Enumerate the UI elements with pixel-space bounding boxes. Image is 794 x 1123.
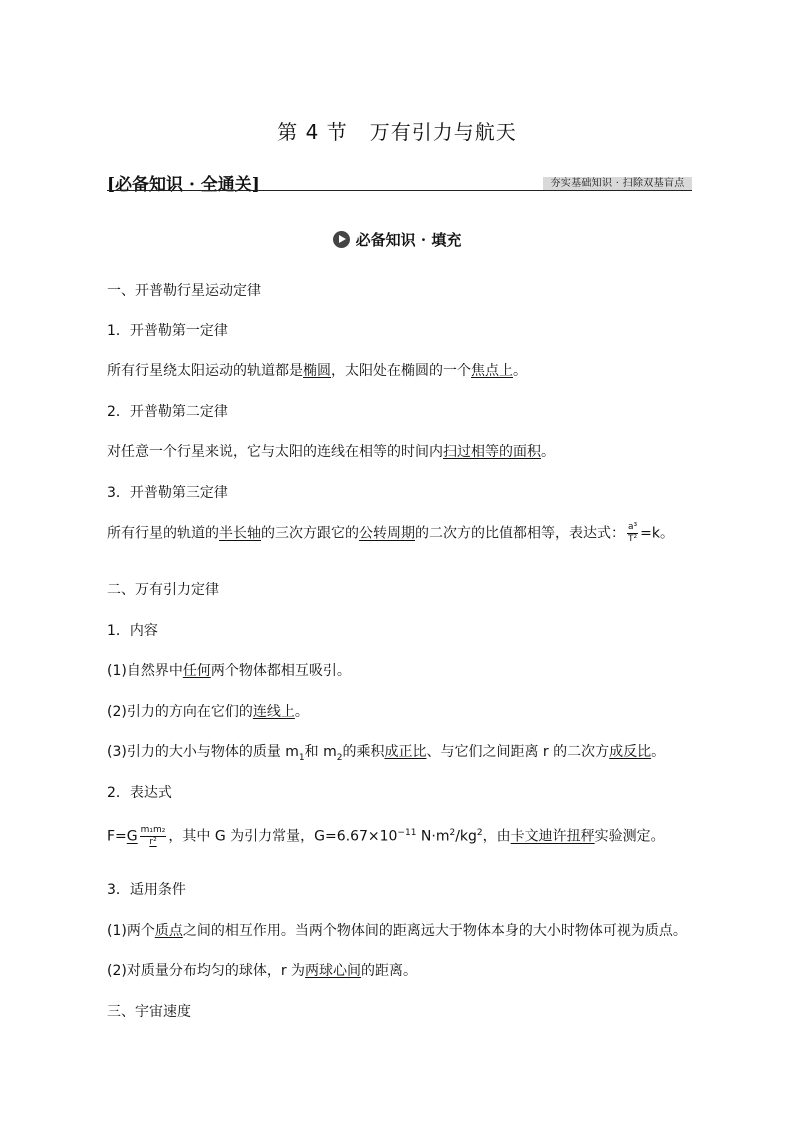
- fraction-denominator: T²: [628, 534, 638, 544]
- answer-blank: G: [126, 828, 138, 845]
- text: 。: [541, 444, 555, 460]
- text: (1)自然界中: [107, 663, 183, 679]
- answer-blank: 扫过相等的面积: [443, 444, 541, 460]
- subscript: 1: [298, 752, 305, 763]
- paragraph-kepler-third: [107, 522, 674, 545]
- paragraph-expression: [107, 825, 665, 848]
- text: 对任意一个行星来说，它与太阳的连线在相等的时间内: [107, 444, 443, 460]
- heading-conditions: 3．适用条件: [107, 882, 186, 898]
- banner-divider: [107, 190, 692, 191]
- text: (2)引力的方向在它们的: [107, 704, 253, 720]
- text: 的距离。: [361, 963, 418, 979]
- answer-blank: 连线上: [252, 704, 295, 720]
- text: 所有行星绕太阳运动的轨道都是: [107, 363, 303, 379]
- heading-gravitation-law: 二、万有引力定律: [107, 582, 219, 598]
- fraction-denominator: r²: [149, 837, 157, 847]
- answer-blank: 成正比: [384, 744, 427, 760]
- heading-kepler-third: 3．开普勒第三定律: [107, 485, 228, 501]
- text: F=: [107, 828, 127, 845]
- paragraph-kepler-first: [107, 360, 527, 380]
- answer-blank: 任何: [182, 663, 211, 679]
- fraction-numerator: a³: [628, 522, 638, 532]
- section-heading-text: 必备知识 · 填充: [355, 231, 462, 249]
- text: /kg: [455, 828, 477, 845]
- heading-content: 1．内容: [107, 623, 158, 639]
- superscript: 2: [449, 827, 456, 838]
- superscript: −11: [397, 827, 417, 838]
- text: 的乘积: [342, 744, 385, 760]
- play-icon: [333, 231, 350, 248]
- fraction: [140, 825, 167, 848]
- text: N·m: [416, 828, 450, 845]
- fraction-numerator: m₁m₂: [140, 825, 166, 835]
- content-item-3: [107, 741, 665, 763]
- heading-kepler-first: 1．开普勒第一定律: [107, 323, 228, 339]
- text: 实验测定。: [594, 828, 665, 845]
- text: 两个物体都相互吸引。: [210, 663, 351, 679]
- text: 。: [513, 363, 527, 379]
- text: 和 m: [304, 744, 337, 760]
- heading-kepler-laws: 一、开普勒行星运动定律: [107, 283, 261, 299]
- text: =k。: [640, 525, 674, 542]
- fraction: [627, 522, 638, 545]
- text: 之间的相互作用。当两个物体间的距离远大于物体本身的大小时物体可视为质点。: [182, 923, 687, 939]
- paragraph-kepler-second: [107, 441, 555, 461]
- heading-kepler-second: 2．开普勒第二定律: [107, 404, 228, 420]
- text: 所有行星的轨道的: [107, 525, 219, 542]
- text: 。: [294, 704, 309, 720]
- page-title: [0, 116, 794, 145]
- condition-item-1: [107, 920, 687, 940]
- content-item-1: [107, 660, 351, 680]
- text: ，由: [482, 828, 511, 845]
- answer-blank: 卡文迪许扭秤: [510, 828, 595, 845]
- text: (1)两个: [107, 923, 155, 939]
- heading-expression: 2．表达式: [107, 785, 172, 801]
- content-item-2: [107, 701, 309, 721]
- section-heading: [0, 229, 794, 250]
- text: (3)引力的大小与物体的质量 m: [107, 744, 299, 760]
- answer-blank: 公转周期: [359, 525, 415, 542]
- answer-blank: 两球心间: [305, 963, 362, 979]
- subscript: 2: [336, 752, 343, 763]
- answer-blank: 半长轴: [219, 525, 261, 542]
- answer-blank: 成反比: [609, 744, 652, 760]
- answer-blank: 椭圆: [303, 363, 331, 379]
- title-section-number: 第 4 节: [277, 120, 348, 144]
- heading-cosmic-velocity: 三、宇宙速度: [107, 1004, 191, 1020]
- text: 的三次方跟它的: [261, 525, 359, 542]
- answer-blank: 焦点上: [471, 363, 513, 379]
- text: 、与它们之间距离 r 的二次方: [426, 744, 610, 760]
- title-text: 万有引力与航天: [369, 120, 517, 144]
- text: 。: [651, 744, 666, 760]
- text: 的二次方的比值都相等，表达式：: [415, 525, 625, 542]
- text: (2)对质量分布均匀的球体，r 为: [107, 963, 306, 979]
- superscript: 2: [476, 827, 483, 838]
- answer-blank: 质点: [154, 923, 183, 939]
- banner-right-label: 夯实基础知识 · 扫除双基盲点: [543, 177, 692, 190]
- banner-left-label: [必备知识 · 全通关]: [107, 175, 260, 195]
- condition-item-2: [107, 960, 417, 980]
- text: ，其中 G 为引力常量，G=6.67×10: [168, 828, 398, 845]
- text: ，太阳处在椭圆的一个: [331, 363, 471, 379]
